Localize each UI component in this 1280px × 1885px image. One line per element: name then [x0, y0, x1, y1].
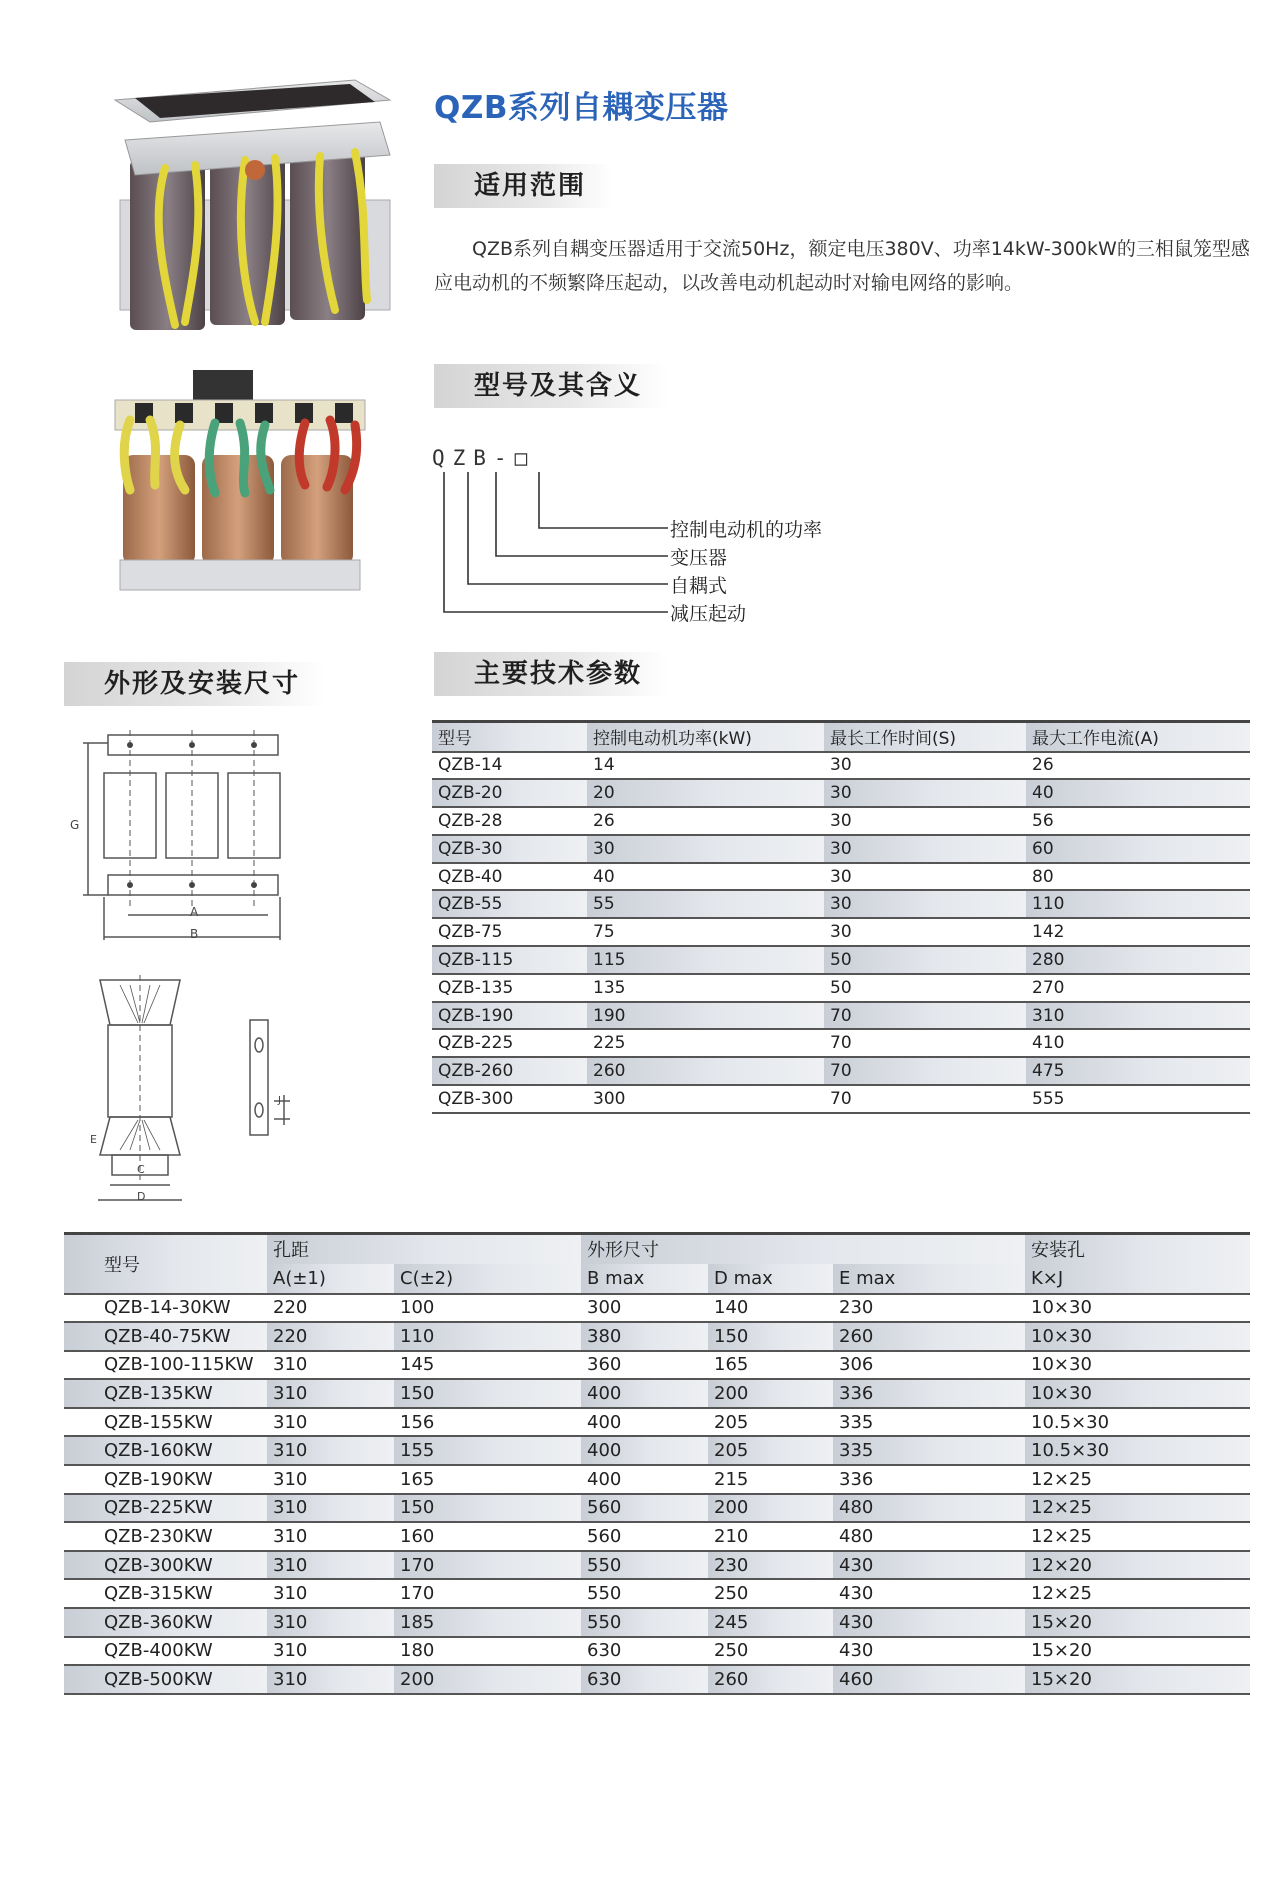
table-cell: 260	[708, 1665, 833, 1694]
table-row	[432, 1002, 1250, 1030]
table-row	[432, 1057, 1250, 1085]
table-cell: 210	[708, 1522, 833, 1551]
table-cell: 142	[1026, 918, 1250, 946]
table-cell: 555	[1026, 1085, 1250, 1113]
table-cell: 10×30	[1025, 1351, 1250, 1380]
table-cell: QZB-40	[432, 863, 587, 891]
table-cell: 560	[581, 1522, 708, 1551]
table-cell: 336	[833, 1379, 1025, 1408]
table-cell: QZB-500KW	[64, 1665, 267, 1694]
table-cell: 310	[1026, 1002, 1250, 1030]
table-cell: 12×25	[1025, 1494, 1250, 1523]
table-row	[64, 1294, 1250, 1323]
table-cell: 480	[833, 1494, 1025, 1523]
table-cell: 310	[267, 1494, 394, 1523]
table-cell: 12×25	[1025, 1579, 1250, 1608]
table-cell: 220	[267, 1322, 394, 1351]
table-cell: 30	[824, 807, 1026, 835]
table-cell: 300	[581, 1294, 708, 1323]
col-header-d: D max	[708, 1264, 833, 1294]
table-cell: 15×20	[1025, 1637, 1250, 1666]
table-row	[432, 779, 1250, 807]
table-cell: QZB-135KW	[64, 1379, 267, 1408]
table-cell: 40	[587, 863, 824, 891]
table-cell: QZB-14	[432, 752, 587, 780]
table-cell: 10.5×30	[1025, 1436, 1250, 1465]
table-cell: 475	[1026, 1057, 1250, 1085]
meaning-power: 控制电动机的功率	[670, 519, 823, 541]
table-row	[432, 835, 1250, 863]
table-cell: 205	[708, 1436, 833, 1465]
group-header-mount: 安装孔	[1025, 1234, 1250, 1264]
table-cell: 360	[581, 1351, 708, 1380]
table-cell: 200	[394, 1665, 581, 1694]
table-cell: 310	[267, 1351, 394, 1380]
table-cell: 70	[824, 1057, 1026, 1085]
dim-label-e: E	[90, 1133, 97, 1146]
table-cell: 12×25	[1025, 1465, 1250, 1494]
table-cell: 310	[267, 1436, 394, 1465]
table-cell: 310	[267, 1637, 394, 1666]
table-cell: QZB-55	[432, 890, 587, 918]
table-cell: 110	[394, 1322, 581, 1351]
table-cell: 245	[708, 1608, 833, 1637]
table-cell: 430	[833, 1608, 1025, 1637]
col-header-c: C(±2)	[394, 1264, 581, 1294]
table-cell: 40	[1026, 779, 1250, 807]
table-cell: 460	[833, 1665, 1025, 1694]
table-cell: 15×20	[1025, 1608, 1250, 1637]
table-cell: 400	[581, 1408, 708, 1437]
transformer-photo-top	[105, 60, 400, 350]
col-header-kj: K×J	[1025, 1264, 1250, 1294]
table-cell: 12×20	[1025, 1551, 1250, 1580]
dim-label-g: G	[70, 818, 80, 832]
table-cell: 310	[267, 1608, 394, 1637]
col-header-b: B max	[581, 1264, 708, 1294]
table-cell: 30	[824, 835, 1026, 863]
section-params: 主要技术参数	[434, 652, 668, 696]
table-cell: 430	[833, 1551, 1025, 1580]
table-cell: 155	[394, 1436, 581, 1465]
page-title: QZB系列自耦变压器	[434, 90, 729, 126]
table-cell: 480	[833, 1522, 1025, 1551]
table-cell: 50	[824, 946, 1026, 974]
table-cell: 230	[708, 1551, 833, 1580]
table-cell: 310	[267, 1665, 394, 1694]
table-cell: QZB-260	[432, 1057, 587, 1085]
col-header-power: 控制电动机功率(kW)	[587, 722, 824, 752]
table-cell: 215	[708, 1465, 833, 1494]
dim-label-a: A	[190, 905, 199, 919]
table-cell: QZB-300KW	[64, 1551, 267, 1580]
table-cell: 400	[581, 1379, 708, 1408]
table-cell: 12×25	[1025, 1522, 1250, 1551]
table-cell: QZB-20	[432, 779, 587, 807]
table-row	[64, 1322, 1250, 1351]
table-cell: QZB-300	[432, 1085, 587, 1113]
table-cell: QZB-30	[432, 835, 587, 863]
table-cell: 430	[833, 1637, 1025, 1666]
table-cell: 310	[267, 1465, 394, 1494]
table-cell: 10×30	[1025, 1322, 1250, 1351]
table-cell: 410	[1026, 1029, 1250, 1057]
table-cell: 56	[1026, 807, 1250, 835]
table-cell: QZB-225KW	[64, 1494, 267, 1523]
table-cell: QZB-14-30KW	[64, 1294, 267, 1323]
table-cell: 250	[708, 1579, 833, 1608]
dim-label-j: J	[278, 1095, 281, 1106]
table-cell: QZB-40-75KW	[64, 1322, 267, 1351]
dimensions-table	[64, 1232, 1250, 1695]
table-row	[432, 752, 1250, 780]
table-cell: QZB-28	[432, 807, 587, 835]
table-cell: 430	[833, 1579, 1025, 1608]
table-row	[432, 918, 1250, 946]
table-cell: 156	[394, 1408, 581, 1437]
table-row	[432, 974, 1250, 1002]
table-cell: 14	[587, 752, 824, 780]
table-cell: 630	[581, 1665, 708, 1694]
table-cell: 115	[587, 946, 824, 974]
table-cell: 280	[1026, 946, 1250, 974]
section-shape: 外形及安装尺寸	[64, 662, 326, 706]
table-row	[432, 890, 1250, 918]
table-cell: 80	[1026, 863, 1250, 891]
scope-description: QZB系列自耦变压器适用于交流50Hz，额定电压380V、功率14kW-300kW的三相鼠笼型感应电动机的不频繁降压起动，以改善电动机起动时对输电网络的影响。	[434, 238, 1250, 294]
table-cell: 630	[581, 1637, 708, 1666]
table-row	[64, 1579, 1250, 1608]
table-cell: 10×30	[1025, 1294, 1250, 1323]
table-cell: 550	[581, 1579, 708, 1608]
col-header-e: E max	[833, 1264, 1025, 1294]
table-cell: 150	[708, 1322, 833, 1351]
col-header-time: 最长工作时间(S)	[824, 722, 1026, 752]
table-cell: 70	[824, 1029, 1026, 1057]
table-cell: 30	[824, 752, 1026, 780]
table-cell: 20	[587, 779, 824, 807]
table-cell: 30	[824, 863, 1026, 891]
table-cell: QZB-225	[432, 1029, 587, 1057]
table-cell: 70	[824, 1085, 1026, 1113]
col-header-model: 型号	[432, 722, 587, 752]
col-header-current: 最大工作电流(A)	[1026, 722, 1250, 752]
table-row	[64, 1608, 1250, 1637]
col-header-a: A(±1)	[267, 1264, 394, 1294]
table-cell: 310	[267, 1408, 394, 1437]
table-cell: 260	[587, 1057, 824, 1085]
table-cell: 165	[394, 1465, 581, 1494]
table-cell: 26	[587, 807, 824, 835]
meaning-reduced-start: 减压起动	[670, 603, 747, 625]
table-row	[64, 1665, 1250, 1694]
table-cell: 190	[587, 1002, 824, 1030]
section-model: 型号及其含义	[434, 364, 668, 408]
table-cell: QZB-400KW	[64, 1637, 267, 1666]
table-cell: QZB-155KW	[64, 1408, 267, 1437]
table-row	[64, 1522, 1250, 1551]
table-cell: 205	[708, 1408, 833, 1437]
table-cell: 165	[708, 1351, 833, 1380]
model-code: QZB-□	[432, 446, 536, 470]
table-row	[64, 1551, 1250, 1580]
table-row	[432, 1085, 1250, 1113]
table-cell: 230	[833, 1294, 1025, 1323]
table-cell: 335	[833, 1436, 1025, 1465]
table-cell: QZB-190KW	[64, 1465, 267, 1494]
table-cell: 380	[581, 1322, 708, 1351]
table-cell: 30	[824, 918, 1026, 946]
table-cell: 180	[394, 1637, 581, 1666]
table-row	[64, 1637, 1250, 1666]
dim-label-b: B	[190, 927, 199, 941]
table-cell: 400	[581, 1465, 708, 1494]
table-cell: 30	[824, 779, 1026, 807]
table-cell: QZB-230KW	[64, 1522, 267, 1551]
table-cell: QZB-160KW	[64, 1436, 267, 1465]
table-cell: 140	[708, 1294, 833, 1323]
dim-label-d: D	[137, 1190, 146, 1203]
table-cell: 300	[587, 1085, 824, 1113]
table-cell: 225	[587, 1029, 824, 1057]
table-cell: 310	[267, 1379, 394, 1408]
table-cell: 50	[824, 974, 1026, 1002]
table-cell: 10.5×30	[1025, 1408, 1250, 1437]
table-cell: QZB-135	[432, 974, 587, 1002]
table-cell: 10×30	[1025, 1379, 1250, 1408]
transformer-photo-bottom	[105, 365, 375, 600]
table-cell: 100	[394, 1294, 581, 1323]
table-cell: 306	[833, 1351, 1025, 1380]
meaning-autotransformer: 自耦式	[670, 575, 728, 597]
table-row	[64, 1408, 1250, 1437]
table-cell: 560	[581, 1494, 708, 1523]
dim-label-c: C	[137, 1163, 145, 1176]
table-cell: 270	[1026, 974, 1250, 1002]
table-row	[64, 1436, 1250, 1465]
group-header-hole: 孔距	[267, 1234, 581, 1264]
table-cell: 150	[394, 1379, 581, 1408]
table-cell: QZB-315KW	[64, 1579, 267, 1608]
table-cell: QZB-190	[432, 1002, 587, 1030]
table-cell: 310	[267, 1579, 394, 1608]
table-row	[432, 807, 1250, 835]
table-cell: QZB-115	[432, 946, 587, 974]
table-cell: 26	[1026, 752, 1250, 780]
table-row	[64, 1351, 1250, 1380]
table-cell: 250	[708, 1637, 833, 1666]
group-header-shape: 外形尺寸	[581, 1234, 1025, 1264]
table-row	[64, 1465, 1250, 1494]
table-cell: 260	[833, 1322, 1025, 1351]
table-cell: 15×20	[1025, 1665, 1250, 1694]
col-header-model: 型号	[64, 1234, 267, 1294]
table-cell: 160	[394, 1522, 581, 1551]
section-scope: 适用范围	[434, 164, 612, 208]
model-code-leaders	[432, 470, 672, 620]
table-row	[432, 946, 1250, 974]
table-cell: 170	[394, 1579, 581, 1608]
table-cell: 135	[587, 974, 824, 1002]
table-cell: 220	[267, 1294, 394, 1323]
table-cell: 110	[1026, 890, 1250, 918]
table-cell: 550	[581, 1608, 708, 1637]
table-cell: 30	[824, 890, 1026, 918]
table-cell: QZB-100-115KW	[64, 1351, 267, 1380]
table-row	[64, 1494, 1250, 1523]
table-cell: 70	[824, 1002, 1026, 1030]
mounting-foot-detail	[240, 1015, 300, 1145]
table-cell: 55	[587, 890, 824, 918]
table-row	[432, 1029, 1250, 1057]
table-cell: 335	[833, 1408, 1025, 1437]
table-cell: 310	[267, 1522, 394, 1551]
table-cell: QZB-75	[432, 918, 587, 946]
table-cell: 30	[587, 835, 824, 863]
table-cell: 336	[833, 1465, 1025, 1494]
table-cell: 145	[394, 1351, 581, 1380]
table-cell: 170	[394, 1551, 581, 1580]
table-cell: 200	[708, 1379, 833, 1408]
table-cell: 60	[1026, 835, 1250, 863]
table-row	[64, 1379, 1250, 1408]
technical-params-table	[432, 720, 1250, 1114]
table-row	[432, 863, 1250, 891]
table-cell: 550	[581, 1551, 708, 1580]
table-cell: 75	[587, 918, 824, 946]
table-cell: 150	[394, 1494, 581, 1523]
meaning-transformer: 变压器	[670, 547, 728, 569]
table-cell: 200	[708, 1494, 833, 1523]
table-cell: 185	[394, 1608, 581, 1637]
table-cell: QZB-360KW	[64, 1608, 267, 1637]
table-cell: 310	[267, 1551, 394, 1580]
table-cell: 400	[581, 1436, 708, 1465]
